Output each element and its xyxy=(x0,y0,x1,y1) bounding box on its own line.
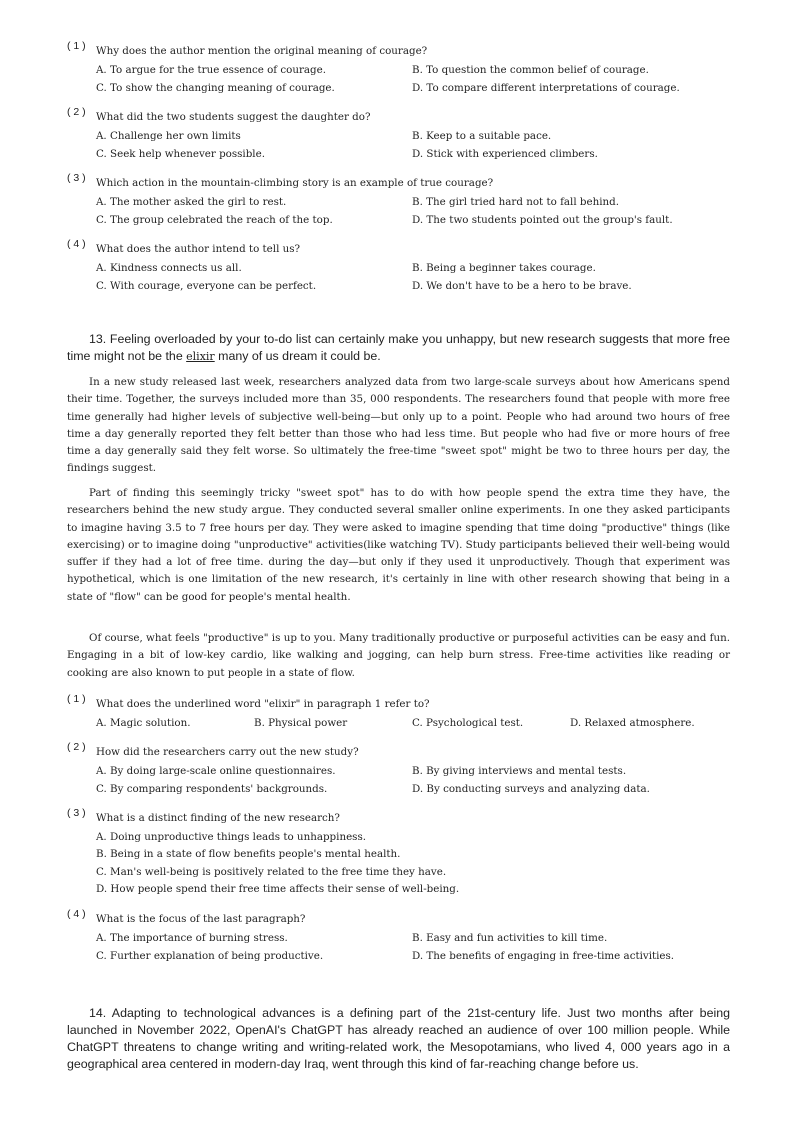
option-a[interactable]: A. The mother asked the girl to rest. xyxy=(96,196,287,208)
question-text: What is the focus of the last paragraph? xyxy=(96,913,306,925)
question-text: What does the underlined word "elixir" in paragraph 1 refer to? xyxy=(96,698,430,710)
option-a[interactable]: A. The importance of burning stress. xyxy=(96,932,288,944)
question-number: ( 3 ) xyxy=(67,172,86,184)
question-text: Why does the author mention the original meaning of courage? xyxy=(96,45,428,57)
option-c[interactable]: C. Seek help whenever possible. xyxy=(96,147,265,160)
option-d[interactable]: D. To compare different interpretations of courage. xyxy=(412,81,680,94)
option-a[interactable]: A. Challenge her own limits xyxy=(96,130,241,142)
s14-intro-text: 14. Adapting to technological advances is a defining part of the 21st-century life. Just two months after being launched in November 2022, OpenAI's ChatGPT has already reached an audience of over 100 million people. While ChatGPT threatens to change writing and writing-related work, the Mesopotamians, who lived 4, 000 years ago in a geographical area centered in modern-day Iraq, went through this kind of far-reaching change before us. xyxy=(67,1006,730,1071)
option-b[interactable]: B. Physical power xyxy=(254,717,348,729)
s13-intro xyxy=(67,331,730,365)
option-b[interactable]: B. Keep to a suitable pace. xyxy=(412,130,552,142)
option-c[interactable]: C. Further explanation of being productive. xyxy=(96,949,324,962)
option-b[interactable]: B. Being in a state of flow benefits people's mental health. xyxy=(96,848,401,861)
question-text: What is a distinct finding of the new research? xyxy=(96,812,340,824)
s13-question-2 xyxy=(67,741,727,800)
option-b[interactable]: B. The girl tried hard not to fall behind. xyxy=(412,196,619,208)
option-b[interactable]: B. Being a beginner takes courage. xyxy=(412,262,596,274)
option-a[interactable]: A. Doing unproductive things leads to unhappiness. xyxy=(96,831,367,843)
question-number: ( 1 ) xyxy=(67,40,86,52)
option-a[interactable]: A. Kindness connects us all. xyxy=(96,262,242,274)
question-number: ( 3 ) xyxy=(67,807,86,819)
option-a[interactable]: A. To argue for the true essence of courage. xyxy=(96,64,326,76)
option-c[interactable]: C. By comparing respondents' backgrounds. xyxy=(96,782,328,795)
option-b[interactable]: B. Easy and fun activities to kill time. xyxy=(412,932,608,944)
s13-question-3 xyxy=(67,807,727,900)
option-d[interactable]: D. How people spend their free time affects their sense of well-being. xyxy=(96,882,460,895)
option-d[interactable]: D. Stick with experienced climbers. xyxy=(412,147,598,160)
option-a[interactable]: A. Magic solution. xyxy=(96,717,191,729)
question-text: What did the two students suggest the daughter do? xyxy=(96,111,371,123)
option-c[interactable]: C. Man's well-being is positively related to the free time they have. xyxy=(96,865,447,878)
option-d[interactable]: D. Relaxed atmosphere. xyxy=(570,717,695,729)
s13-intro-after: many of us dream it could be. xyxy=(214,349,381,363)
option-d[interactable]: D. The benefits of engaging in free-time activities. xyxy=(412,949,675,962)
option-b[interactable]: B. To question the common belief of courage. xyxy=(412,64,649,76)
question-number: ( 2 ) xyxy=(67,106,86,118)
s13-paragraph-3: Of course, what feels "productive" is up to you. Many traditionally productive or purposeful activities can be easy and fun. Engaging in a bit of low-key cardio, like walking and jogging, can help burn stress. Free-time activities like reading or cooking are also known to put people in a state of flow. xyxy=(67,632,730,679)
s12-question-4 xyxy=(67,238,727,297)
option-a[interactable]: A. By doing large-scale online questionnaires. xyxy=(96,765,336,777)
option-b[interactable]: B. By giving interviews and mental tests. xyxy=(412,765,627,777)
question-number: ( 1 ) xyxy=(67,693,86,705)
option-c[interactable]: C. With courage, everyone can be perfect. xyxy=(96,279,317,292)
option-d[interactable]: D. By conducting surveys and analyzing data. xyxy=(412,782,650,795)
s13-intro-before: 13. Feeling overloaded by your to-do list can certainly make you unhappy, but new research suggests that more free time might not be the xyxy=(67,332,730,363)
question-number: ( 4 ) xyxy=(67,908,86,920)
question-number: ( 4 ) xyxy=(67,238,86,250)
question-text: Which action in the mountain-climbing story is an example of true courage? xyxy=(96,177,494,189)
s12-question-1 xyxy=(67,40,727,99)
s13-paragraph-1: In a new study released last week, researchers analyzed data from two large-scale surveys about how Americans spend their time. Together, the surveys included more than 35, 000 respondents. The researchers found that people with more free time generally had higher levels of subjective well-being—but only up to a point. People who had around two hours of free time a day generally reported they felt better than those who had less time. But people who had five or more hours of free time a day generally said they felt worse. So ultimately the free-time "sweet spot" might be two to three hours per day, the findings suggest. xyxy=(67,376,730,475)
question-text: How did the researchers carry out the new study? xyxy=(96,746,359,758)
s14-intro xyxy=(67,1005,730,1073)
option-c[interactable]: C. Psychological test. xyxy=(412,717,524,729)
question-text: What does the author intend to tell us? xyxy=(96,243,301,255)
option-c[interactable]: C. The group celebrated the reach of the top. xyxy=(96,213,333,226)
s12-question-3 xyxy=(67,172,727,231)
s13-question-1 xyxy=(67,693,727,735)
question-number: ( 2 ) xyxy=(67,741,86,753)
option-c[interactable]: C. To show the changing meaning of courage. xyxy=(96,81,335,94)
option-d[interactable]: D. The two students pointed out the group's fault. xyxy=(412,213,673,226)
elixir-underlined-word: elixir xyxy=(186,350,215,363)
option-d[interactable]: D. We don't have to be a hero to be brave. xyxy=(412,279,632,292)
s13-paragraph-2: Part of finding this seemingly tricky "sweet spot" has to do with how people spend the extra time they have, the researchers behind the new study argue. They conducted several smaller online experiments. In one they asked participants to imagine having 3.5 to 7 free hours per day. They were asked to imagine spending that time doing "productive" things (like exercising) or to imagine doing "unproductive" activities(like watching TV). Study participants believed their well-being would suffer if they had a lot of free time. during the day—but only if they used it unproductively. Though that experiment was hypothetical, which is one limitation of the new research, it's certainly in line with other research showing that being in a state of "flow" can be good for people's mental health. xyxy=(67,487,730,603)
s12-question-2 xyxy=(67,106,727,165)
s13-question-4 xyxy=(67,908,727,967)
